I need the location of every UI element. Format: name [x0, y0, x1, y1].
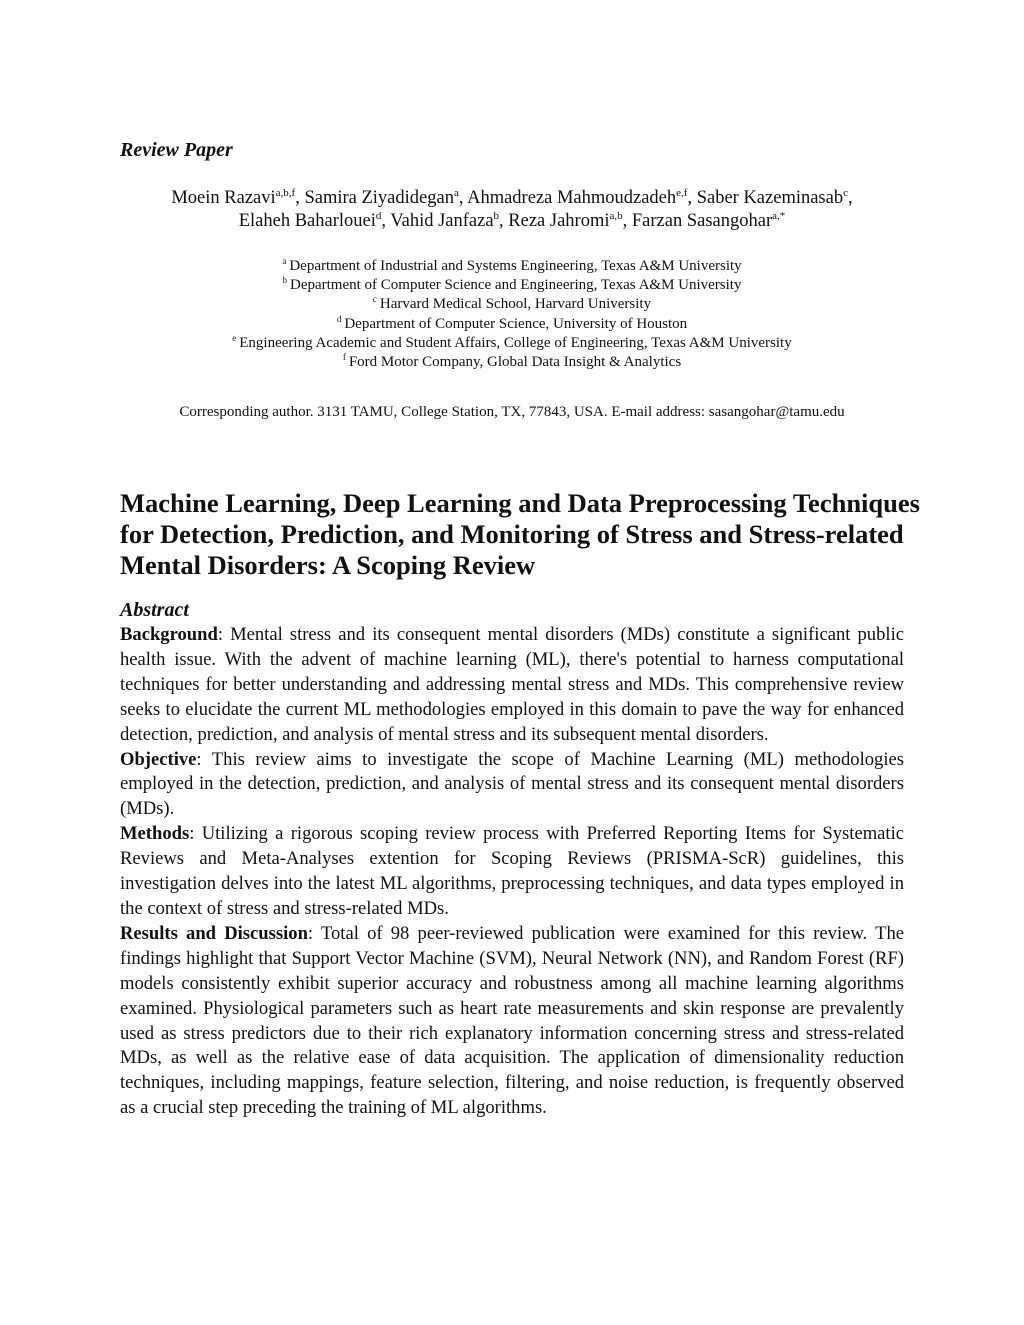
author: Samira Ziyadidegan$^a$,: [304, 187, 468, 208]
abstract-background: Background: Mental stress and its consequent mental disorders (MDs) constitute a significant public health issue. With the advent of machine learning (ML), there's potential to harness computational techniques for better understanding and addressing mental stress and MDs. This comprehensive review seeks to elucidate the current ML methodologies employed in this domain to pave the way for enhanced detection, prediction, and analysis of mental stress and its subsequent mental disorders.: [120, 624, 904, 745]
author-list: [80, 187, 944, 233]
author: Reza Jahromi$^{a,b}$,: [508, 210, 632, 231]
author: Vahid Janfaza$^b$,: [390, 210, 509, 231]
author: Ahmadreza Mahmoudzadeh$^{e,f}$,: [467, 187, 697, 208]
author-line-1: [80, 187, 944, 210]
author: Elaheh Baharlouei$^d$,: [238, 210, 391, 231]
affiliation-item: $^e$ Engineering Academic and Student Affairs, College of Engineering, Texas A&M University: [232, 332, 792, 351]
abstract-objective: Objective: This review aims to investigate the scope of Machine Learning (ML) methodologies employed in the detection, prediction, and analysis of mental stress and its consequent mental disorders (MDs).: [120, 748, 904, 820]
abstract-heading: Abstract: [120, 599, 189, 621]
affiliation-item: $^a$ Department of Industrial and Systems Engineering, Texas A&M University: [282, 256, 742, 274]
author: Saber Kazeminasab$^c$,: [696, 187, 853, 208]
author-line-2: [80, 210, 944, 233]
affiliation-list: [80, 257, 944, 372]
paper-title: Machine Learning, Deep Learning and Data Preprocessing Techniques for Detection, Prediction, and Monitoring of Stress and Stress-related Mental Disorders: A Scoping Review: [120, 488, 920, 580]
author: Moein Razavi$^{a,b,f}$,: [171, 187, 305, 208]
abstract-results: Results and Discussion: Total of 98 peer-reviewed publication were examined for this review. The findings highlight that Support Vector Machine (SVM), Neural Network (NN), and Random Forest (RF) models consistently exhibit superior accuracy and robustness among all machine learning algorithms examined. Physiological parameters such as heart rate measurements and skin response are prevalently used as stress predictors due to their rich explanatory information concerning stress and stress-related MDs, as well as the relative ease of data acquisition. The application of dimensionality reduction techniques, including mappings, feature selection, filtering, and noise reduction, is frequently observed as a crucial step preceding the training of ML algorithms.: [120, 922, 905, 1119]
abstract-methods: Methods: Utilizing a rigorous scoping review process with Preferred Reporting Items for Systematic Reviews and Meta-Analyses extention for Scoping Reviews (PRISMA-ScR) guidelines, this investigation delves into the latest ML algorithms, preprocessing techniques, and data types employed in the context of stress and stress-related MDs.: [120, 823, 904, 919]
review-label: Review Paper: [120, 139, 233, 161]
affiliation-item: $^f$ Ford Motor Company, Global Data Insight & Analytics: [342, 352, 682, 371]
author: Farzan Sasangohar$^{a,*}$: [631, 210, 786, 231]
affiliation-item: $^c$ Harvard Medical School, Harvard University: [372, 294, 652, 313]
affiliation-item: $^d$ Department of Computer Science, University of Houston: [336, 313, 688, 332]
affiliation-item: $^b$ Department of Computer Science and Engineering, Texas A&M University: [282, 275, 742, 294]
corresponding-author: Corresponding author. 3131 TAMU, College Station, TX, 77843, USA. E-mail address: sasangohar@tamu.edu: [179, 404, 845, 420]
abstract-body: [120, 623, 904, 1121]
